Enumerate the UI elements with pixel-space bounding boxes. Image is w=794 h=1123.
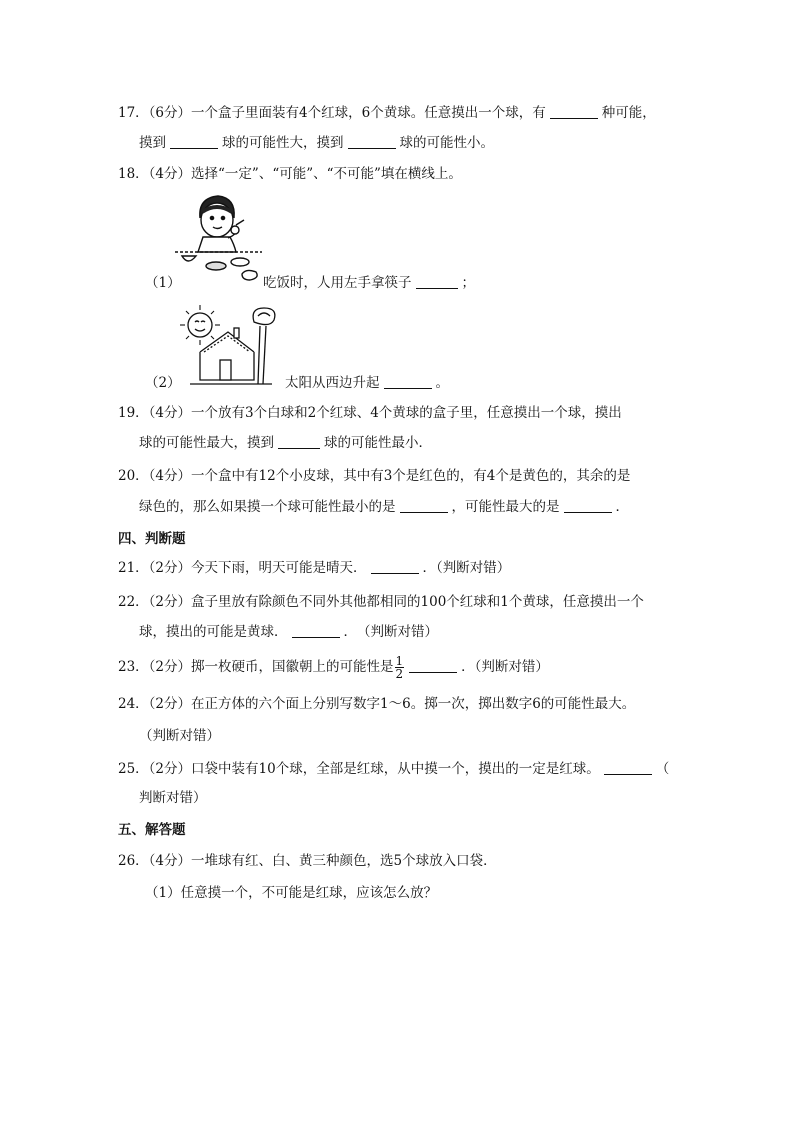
q18-blank-1[interactable] [416,274,458,289]
q17-line1 [118,103,656,123]
q25-line1 [118,759,669,779]
q25-line2: 判断对错） [139,790,207,806]
q20-blank-2[interactable] [564,498,612,513]
q20-text-4: ． [615,499,629,515]
q17-text-5: 球的可能性小。 [399,135,494,151]
q17-text-4: 球的可能性大，摸到 [222,135,344,151]
q19-line2 [139,433,432,453]
q18-sub1-num: （1） [145,275,181,291]
q18-title: 18．（4分）选择“一定”、“可能”、“不可能”填在横线上。 [118,166,462,182]
sun-house-illustration [170,300,282,386]
q25-blank[interactable] [604,760,652,775]
q18-blank-2[interactable] [384,374,432,389]
q19-blank-1[interactable] [278,434,320,449]
q18-sub2-end: 。 [435,375,449,391]
q18-sub1-end: ； [461,275,475,291]
q17-blank-2[interactable] [170,134,218,149]
q22-line1: 22．（2分）盒子里放有除颜色不同外其他都相同的100个红球和1个黄球，任意摸出一个 [118,594,644,610]
q17-line2 [139,133,494,153]
q22-text-2: 球，摸出的可能是黄球． [139,624,288,640]
q17-blank-3[interactable] [348,134,396,149]
q18-sub2-text: 太阳从西边升起 [285,375,380,391]
q23-line [118,655,549,680]
q24-line1: 24．（2分）在正方体的六个面上分别写数字1～6。掷一次，掷出数字6的可能性最大。 [118,696,636,712]
q22-blank[interactable] [292,623,340,638]
q18-sub1 [145,273,181,293]
q19-text-3: 球的可能性最小． [324,435,432,451]
q23-fraction-numerator: 1 [395,654,404,668]
q17-blank-1[interactable] [550,104,598,119]
q19-text-2: 球的可能性最大，摸到 [139,435,274,451]
q26-sub1: （1）任意摸一个，不可能是红球，应该怎么放？ [145,885,438,901]
q19-line1: 19．（4分）一个放有3个白球和2个红球、4个黄球的盒子里，任意摸出一个球，摸出 [118,405,622,421]
q25-text-1: 25．（2分）口袋中装有10个球，全部是红球，从中摸一个，摸出的一定是红球。 [118,761,600,777]
q23-fraction [395,655,405,680]
section-4-heading: 四、判断题 [118,531,186,547]
q23-text-2: ．（判断对错） [461,659,549,675]
q18-sub1-text: 吃饭时，人用左手拿筷子 [263,275,412,291]
q18-sub2-num: （2） [145,375,181,391]
boy-eating-illustration [170,190,266,286]
q21-blank[interactable] [371,559,419,574]
q23-blank[interactable] [409,658,457,673]
q20-text-3: ，可能性最大的是 [451,499,560,515]
q20-blank-1[interactable] [400,498,448,513]
q23-text-1: 23．（2分）掷一枚硬币，国徽朝上的可能性是 [118,659,394,675]
q22-text-3: ． （判断对错） [343,624,438,640]
q25-text-2: （ [655,761,670,777]
q24-line2: （判断对错） [139,728,220,744]
section-5-heading: 五、解答题 [118,822,186,838]
q21-text-2: ．（判断对错） [422,560,511,576]
q21-line [118,558,510,578]
q23-fraction-denominator: 2 [395,667,404,681]
q20-line2 [139,497,629,517]
q18-sub2 [145,373,181,393]
q17-text-1: 17．（6分）一个盒子里面装有4个红球，6个黄球。任意摸出一个球，有 [118,105,546,121]
q18-sub1-content [263,273,475,293]
q21-text-1: 21．（2分）今天下雨，明天可能是晴天． [118,560,367,576]
q22-line2 [139,622,438,642]
q20-line1: 20．（4分）一个盒中有12个小皮球，其中有3个是红色的，有4个是黄色的，其余的是 [118,468,631,484]
q17-text-3: 摸到 [139,135,166,151]
q20-text-2: 绿色的，那么如果摸一个球可能性最小的是 [139,499,396,515]
q17-text-2: 种可能， [601,105,656,121]
q26-line1: 26．（4分）一堆球有红、白、黄三种颜色，选5个球放入口袋． [118,853,497,869]
q18-sub2-content [285,373,449,393]
